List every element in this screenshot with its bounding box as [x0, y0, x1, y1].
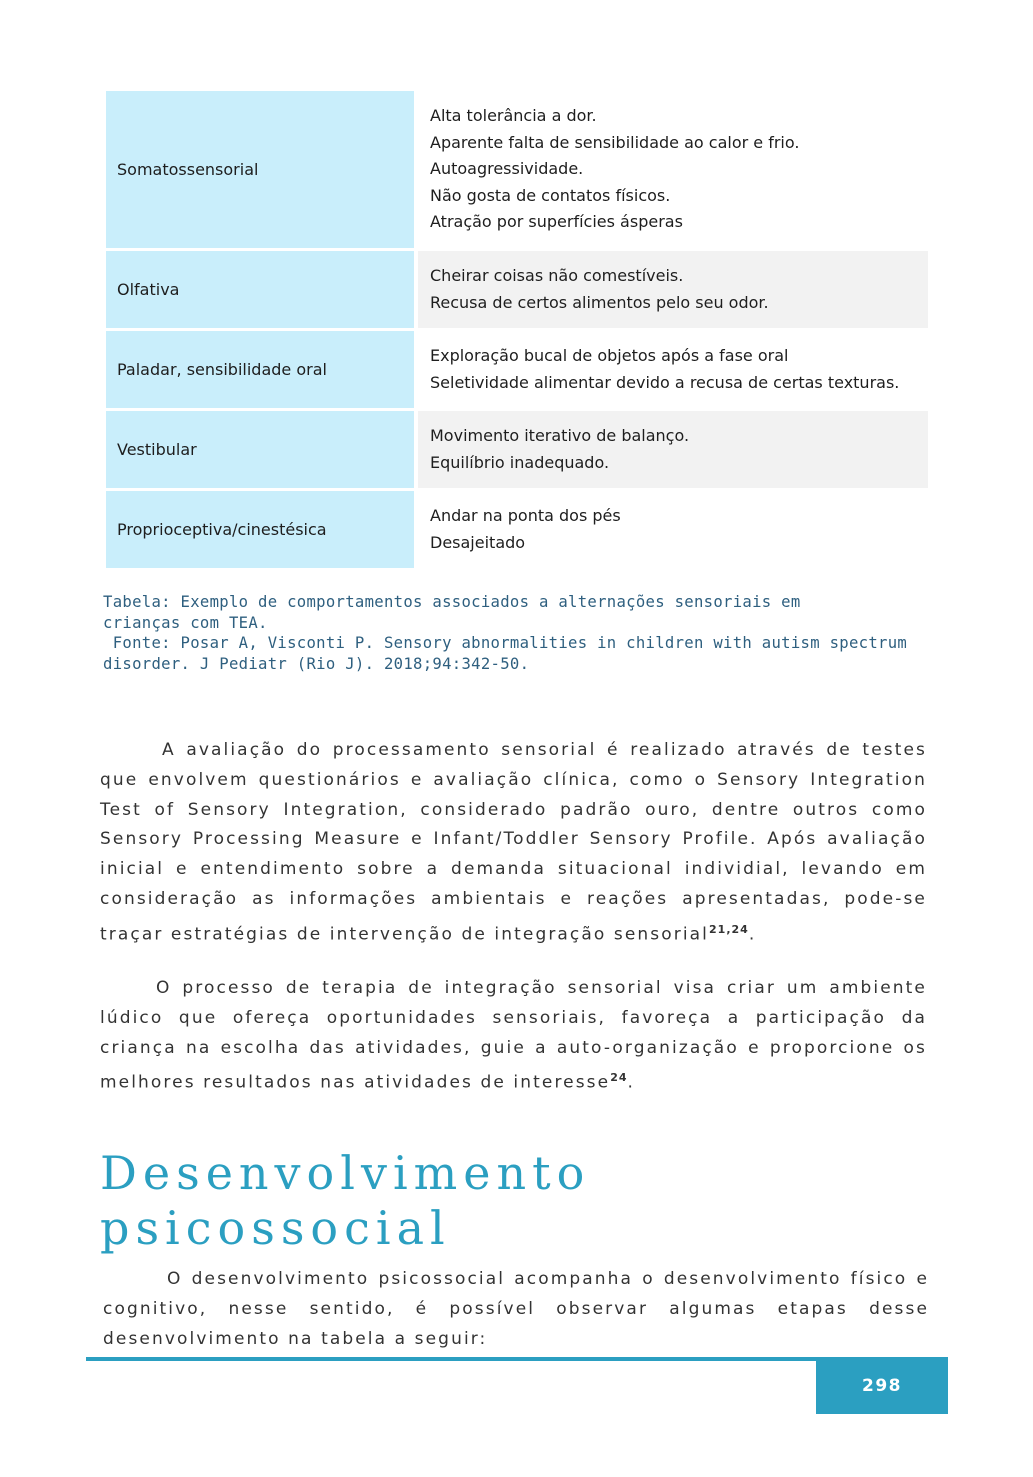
page-number: 298: [816, 1357, 948, 1414]
table-caption: Tabela: Exemplo de comportamentos associados a alternações sensoriais em crianças com TEA. Fonte: Posar A, Visconti P. Sensory abnormalities in children with autism spectrum disorder. J Pediatr (Rio J). 2018;94:342-50.: [103, 593, 908, 673]
table-row: [106, 331, 928, 408]
body-paragraph-psychosocial: O desenvolvimento psicossocial acompanha o desenvolvimento físico e cognitivo, nesse sentido, é possível observar algumas etapas desse desenvolvimento na tabela a seguir:: [103, 1269, 929, 1349]
table-cell-category: Vestibular: [106, 411, 414, 488]
section-title: Desenvolvimento psicossocial: [100, 1146, 591, 1255]
sensory-behavior-table: [106, 91, 928, 571]
table-row: [106, 251, 928, 328]
body-paragraph-therapy: O processo de terapia de integração sensorial visa criar um ambiente lúdico que ofereça oportunidades sensoriais, favoreça a participação da criança na escolha das atividades, guie a auto-organização e proporcione os melhores resultados nas atividades de interesse$^{24}$.: [100, 978, 927, 1094]
table-cell-behaviors: Cheirar coisas não comestíveis. Recusa de certos alimentos pelo seu odor.: [418, 251, 928, 328]
reference-superscript: 21,24: [709, 922, 749, 936]
table-cell-behaviors: Exploração bucal de objetos após a fase oral Seletividade alimentar devido a recusa de certas texturas.: [418, 331, 928, 408]
table-row: [106, 491, 928, 568]
reference-superscript: 24: [610, 1071, 628, 1085]
footer-divider: [86, 1357, 816, 1361]
table-row: [106, 91, 928, 248]
table-cell-category: Somatossensorial: [106, 91, 414, 248]
table-cell-behaviors: Andar na ponta dos pés Desajeitado: [418, 491, 928, 568]
table-cell-behaviors: Alta tolerância a dor. Aparente falta de sensibilidade ao calor e frio. Autoagressividade. Não gosta de contatos físicos. Atração por superfícies ásperas: [418, 91, 928, 248]
table-row: [106, 411, 928, 488]
table-cell-category: Proprioceptiva/cinestésica: [106, 491, 414, 568]
body-paragraph-assessment: A avaliação do processamento sensorial é realizado através de testes que envolvem questionários e avaliação clínica, como o Sensory Integration Test of Sensory Integration, considerado padrão ouro, dentre outros como Sensory Processing Measure e Infant/Toddler Sensory Profile. Após avaliação inicial e entendimento sobre a demanda situacional individial, levando em consideração as informações ambientais e reações apresentadas, pode-se traçar estratégias de intervenção de integração sensorial$^{21,24}$.: [100, 740, 927, 945]
table-cell-behaviors: Movimento iterativo de balanço. Equilíbrio inadequado.: [418, 411, 928, 488]
table-cell-category: Olfativa: [106, 251, 414, 328]
table-cell-category: Paladar, sensibilidade oral: [106, 331, 414, 408]
